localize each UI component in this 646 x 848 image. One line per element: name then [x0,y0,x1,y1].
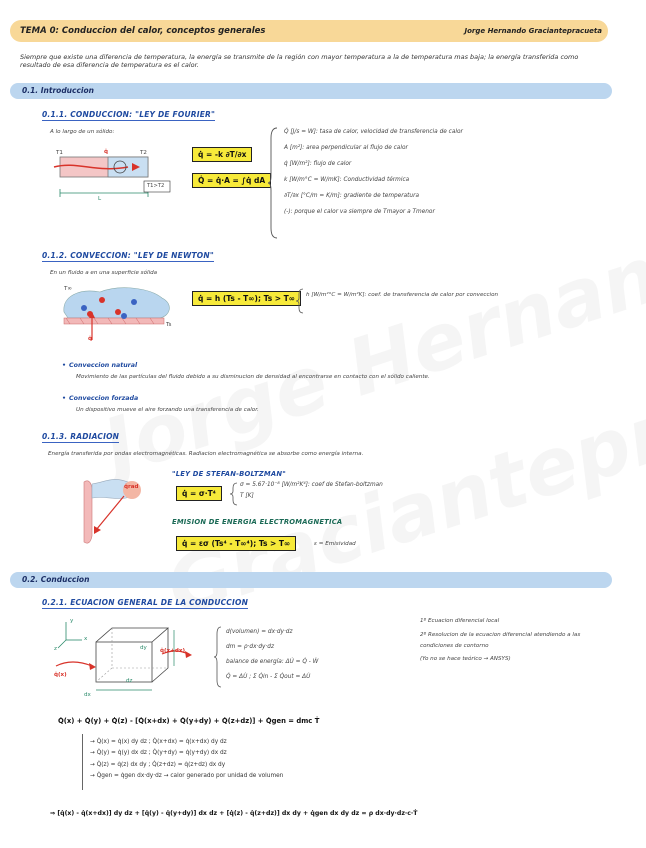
fig-x-label: x [84,636,88,642]
convection-note: En un fluido a en una superficie sólida [50,270,158,276]
heat-rate-formula: Q̇ = q̇·A = ∫q̇ dA [192,173,271,188]
fourier-def-4: k [W/m°C = W/mK]: Conductividad térmica [284,177,410,183]
emission-formula: q̇ = εσ (Ts⁴ - T∞⁴); Ts > T∞ [176,536,296,551]
deriv-4: → Q̇gen = q̇gen dx·dy·dz → calor generado por unidad de volumen [90,773,284,780]
fourier-definitions [284,124,604,220]
volume-element-figure [52,618,212,700]
fig-z-label: z [54,646,57,652]
qrad-label: q̇rad [124,484,139,490]
volume-definitions [226,625,318,685]
deriv-2: → Q̇(y) = q̇(y) dx dz ; Q̇(y+dy) = q̇(y+dy) dx dz [90,750,227,757]
brace-newton [296,288,304,314]
stefan-def-1: σ = 5.67·10⁻⁸ [W/m²K⁴]: coef de Stefan-boltzman [240,482,383,488]
volume-def-2: dm = ρ·dx·dy·dz [226,644,275,650]
natural-text: Movimiento de las partículas del fluido debido a su disminucion de densidad al encontrarse en contacto con el sólido caliente. [76,374,430,380]
particle [115,309,121,315]
brace-volume [214,626,222,688]
volume-def-3: balance de energía: ΔU̇ = Q̇ - Ẇ [226,659,319,665]
fourier-formula: q̇ = -k ∂T/∂x [192,147,252,162]
section-title-02: 0.2. Conduccion [22,575,90,584]
fig-t2-label: T2 [140,150,147,156]
volume-def-1: d(volumen) = dx·dy·dz [226,629,293,635]
forced-text: Un dispositivo mueve el aire forzando una transferencia de calor. [76,407,259,413]
fourier-def-6: (-): porque el calor va siempre de Tmayor a Tmenor [284,209,435,215]
subsection-title-012: 0.1.2. CONVECCION: "LEY DE NEWTON" [42,251,214,260]
brace-stefan [230,482,238,506]
step-1: 1º Ecuacion diferencial local [420,618,500,624]
convection-figure [60,282,180,346]
bullet-natural: • Conveccion natural [62,362,137,369]
fig-t1-label: T1 [56,150,63,156]
particle [81,305,87,311]
deriv-3: → Q̇(z) = q̇(z) dx dy ; Q̇(z+dz) = q̇(z+dz) dx dy [90,761,226,768]
radiation-arrow [96,496,124,530]
derivation-list [90,737,283,783]
fourier-def-3: q̇ [W/m²]: flujo de calor [284,161,352,167]
newton-formula: q̇ = h (Ts - T∞); Ts > T∞ [192,291,301,306]
deriv-line [82,734,83,790]
fig-dz-label: dz [126,678,133,684]
fig-dy-label: dy [140,645,147,651]
step-2: 2º Resolucion de la ecuacion diferencial atendiendo a las condiciones de contorno [420,632,581,649]
conduction-note: A lo largo de un sólido: [50,129,115,135]
particle [131,299,137,305]
bullet-forced: • Conveccion forzada [62,395,138,402]
fig-q-label: q̇ [104,149,109,155]
step-3: (Yo no se hace teórico → ANSYS) [420,656,511,662]
author-name: Jorge Hernando Graciantepracueta [464,27,602,35]
fig-ts-label: Ts [166,322,172,328]
solution-steps [420,616,606,665]
section-bar-02 [10,572,612,588]
fig-qxdx-label: q̇(x+dx) [160,648,186,654]
hot-wall [84,481,92,543]
qx-arrow [56,662,92,666]
brace-fourier [268,126,278,240]
stefan-definitions [240,480,383,502]
particle [99,297,105,303]
fig-dx-label: dx [84,692,91,698]
deriv-1: → Q̇(x) = q̇(x) dy dz ; Q̇(x+dx) = q̇(x+dx) dy dz [90,739,227,745]
fig-L-label: L [98,196,102,202]
section-bar-01 [10,83,612,99]
energy-balance-equation: Q̇(x) + Q̇(y) + Q̇(z) - [Q̇(x+dx) + Q̇(y+dy) + Q̇(z+dz)] + Q̇gen = dmc Ṫ [58,717,320,725]
subsection-title-021: 0.2.1. ECUACION GENERAL DE LA CONDUCCION [42,598,249,607]
fig-qx-label: q̇(x) [54,672,67,678]
fig-tinf-label: T∞ [64,286,73,292]
fourier-def-5: ∂T/∂x [°C/m = K/m]: gradiente de temperatura [284,193,420,199]
fig-cond-label: T1>T2 [147,183,165,189]
subsection-title-011: 0.1.1. CONDUCCION: "LEY DE FOURIER" [42,110,216,119]
stefan-title: "LEY DE STEFAN-BOLTZMAN" [172,470,286,478]
fourier-def-2: A [m²]: area perpendicular al flujo de calor [284,145,408,151]
page-title: TEMA 0: Conduccion del calor, conceptos generales [20,26,266,36]
fourier-def-1: Q̇ [J/s = W]: tasa de calor, velocidad de transferencia de calor [284,129,463,135]
fig-y-label: y [70,618,74,624]
intro-text: Siempre que existe una diferencia de temperatura, la energía se transmite de la región con mayor temperatura a la de temperatura mas baja; la energía transferida como resultado de esa diferencia de temperatura es el calor. [20,53,579,70]
stefan-formula: q̇ = σ·T⁴ [176,486,222,501]
radiation-figure [76,474,156,550]
emission-title: EMISION DE ENERGIA ELECTROMAGNETICA [172,518,343,526]
fig-conv-q-label: q̇ [88,336,93,342]
conduction-figure [52,143,182,205]
stefan-def-2: T [K] [240,493,254,499]
axis-z [58,640,66,648]
newton-definition: h [W/m²°C = W/m²K]: coef. de transferencia de calor por conveccion [306,292,499,298]
radiation-note: Energía transferida por ondas electromagnéticas. Radiacion electromagnética se absorbe como energía interna. [48,451,364,457]
solid-surface [64,318,164,324]
section-title-01: 0.1. Introduccion [22,86,94,95]
final-equation: ⇒ [q̇(x) - q̇(x+dx)] dy dz + [q̇(y) - q̇(y+dy)] dx dz + [q̇(z) - q̇(z+dz)] dx dy + q̇gen dx dy dz = ρ dx·dy·dz·c·Ṫ [50,810,418,817]
subsection-title-013: 0.1.3. RADIACION [42,432,120,441]
emissivity-note: ε = Emisividad [314,541,356,547]
volume-def-4: Q̇ = ΔU̇ ; Σ Q̇in - Σ Q̇out = ΔU̇ [226,674,311,680]
particle [121,313,127,319]
